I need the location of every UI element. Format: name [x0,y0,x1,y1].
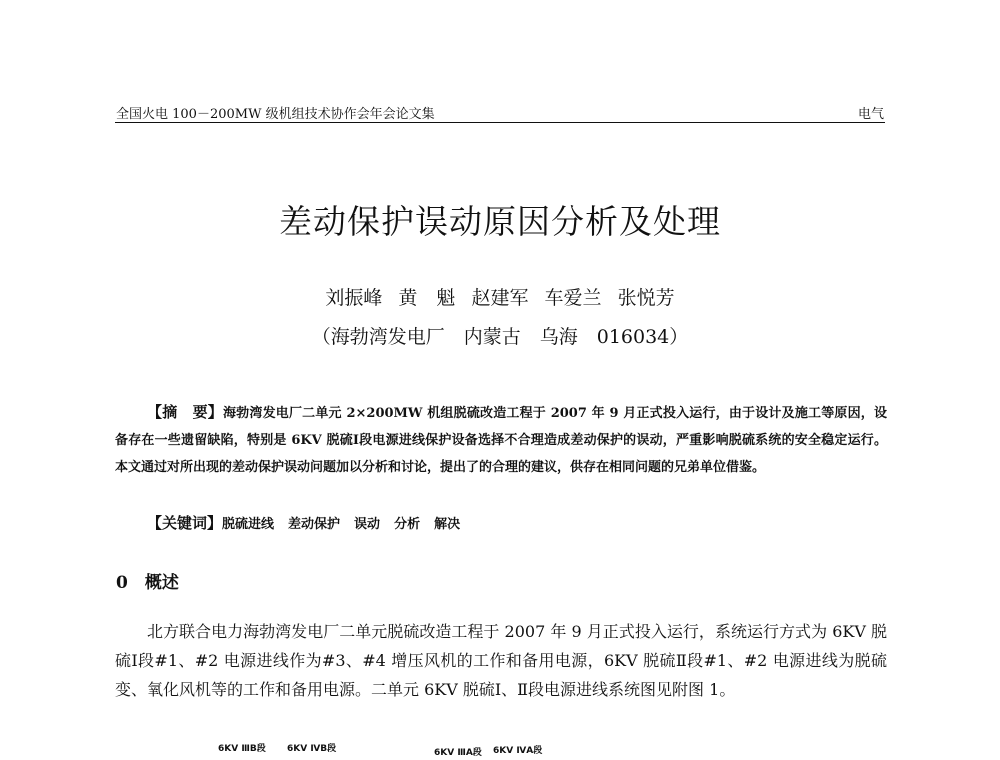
figure-label: 6KV ⅢB段 [218,744,266,754]
keyword: 误动 [354,517,381,532]
author: 黄 魁 [398,287,456,309]
keyword: 脱硫进线 [222,517,275,532]
section-heading: 0 概述 [116,573,179,593]
running-header-section: 电气 [857,107,884,122]
figure-label: 6KV ⅣB段 [287,744,337,754]
author: 赵建军 [471,287,529,309]
keyword: 分析 [394,517,421,532]
author-list [0,283,1000,310]
keyword: 差动保护 [288,517,341,532]
keyword: 解决 [434,517,461,532]
affiliation: （海勃湾发电厂 内蒙古 乌海 016034） [311,326,689,348]
section-paragraph: 北方联合电力海勃湾发电厂二单元脱硫改造工程于 2007 年 9 月正式投入运行，系统运行方式为 6KV 脱硫Ⅰ段#1、#2 电源进线作为#3、#4 增压风机的工作和备用电源，6KV 脱硫Ⅱ段#1、#2 电源进线为脱硫变、氧化风机等的工作和备用电源。二单元 6KV 脱硫Ⅰ、Ⅱ段电源进线系统图见附图 1。 [115,622,887,699]
figure-label: 6KV ⅢA段 [434,748,482,758]
header-divider [115,122,885,123]
author: 车爱兰 [544,287,602,309]
figure-label: 6KV ⅣA段 [493,746,543,756]
keywords-label: 【关键词】 [147,514,223,532]
author: 张悦芳 [617,287,675,309]
running-header-title: 全国火电 100－200MW 级机组技术协作会年会论文集 [116,107,435,122]
abstract-label: 【摘 要】 [147,403,223,421]
paper-title: 差动保护误动原因分析及处理 [279,202,721,241]
keywords [147,512,474,533]
abstract-text: 海勃湾发电厂二单元 2×200MW 机组脱硫改造工程于 2007 年 9 月正式投入运行，由于设计及施工等原因，设备存在一些遗留缺陷，特别是 6KV 脱硫Ⅰ段电源进线保护设备选择不合理造成差动保护的误动，严重影响脱硫系统的安全稳定运行。本文通过对所出现的差动保护误动问题加以分析和讨论，提出了的合理的建议，供存在相同问题的兄弟单位借鉴。 [115,406,887,475]
abstract [115,399,887,481]
author: 刘振峰 [325,287,383,309]
